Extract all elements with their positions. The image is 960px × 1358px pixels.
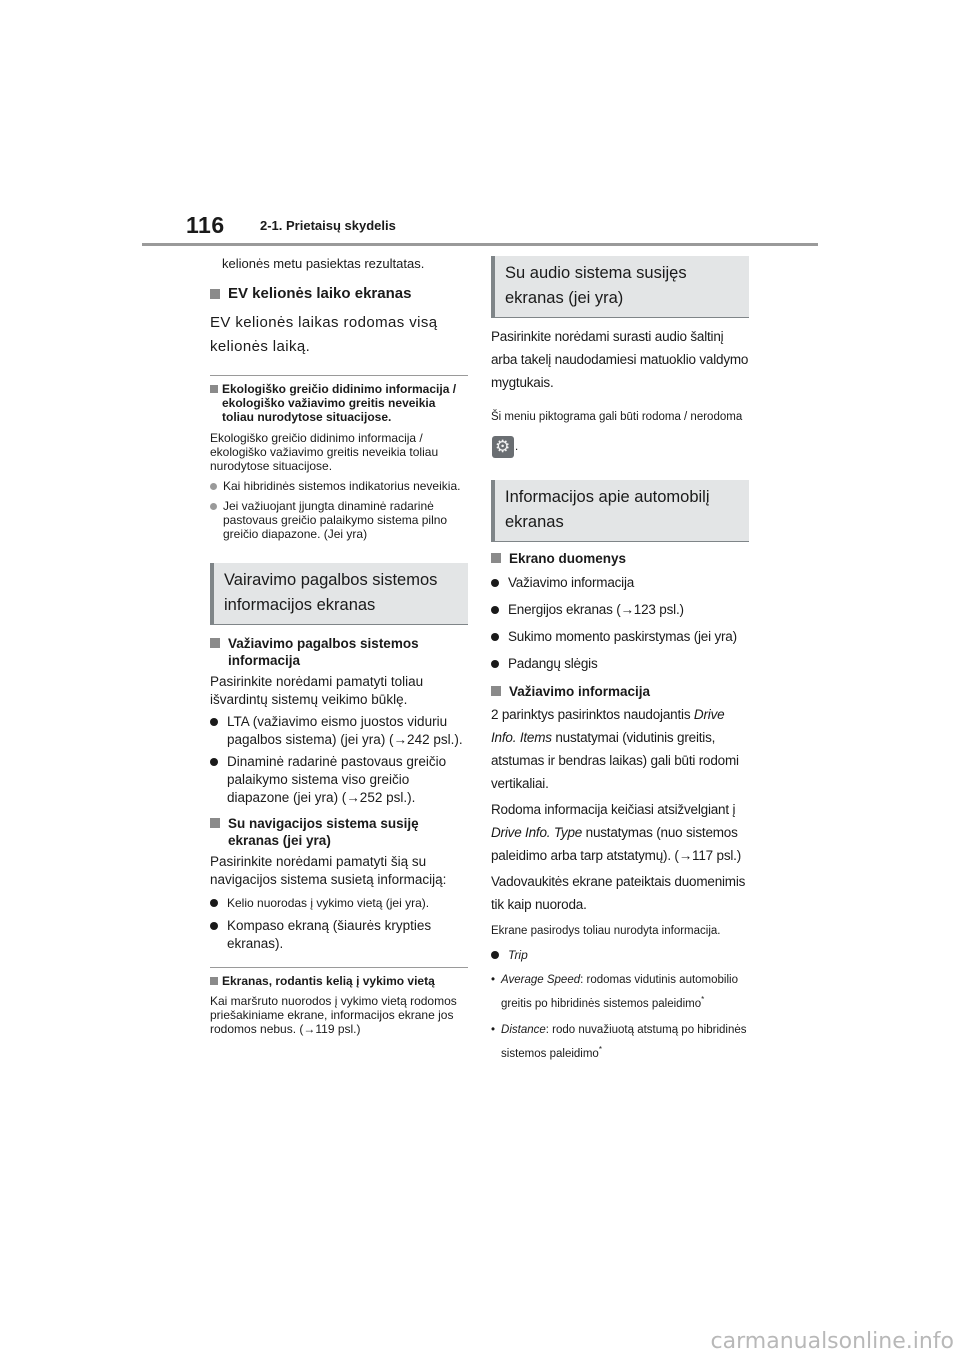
sub1-heading-text: Važiavimo pagalbos sistemos informacija — [228, 636, 419, 668]
note1-bullet-2 — [210, 499, 468, 541]
square-bullet-icon — [210, 385, 218, 393]
sub1-text: Pasirinkite norėdami pamatyti toliau išvardintų sistemų veikimo būklę. — [210, 674, 424, 707]
avg-speed-item — [491, 970, 749, 1014]
audio-note — [491, 402, 749, 462]
heading-box-vehicle-info: Informacijos apie automobilį ekranas — [491, 480, 749, 542]
gear-icon — [492, 436, 514, 458]
square-bullet-icon — [491, 686, 501, 696]
data-bullet-1 — [491, 571, 749, 594]
square-bullet-icon — [210, 977, 218, 985]
drive-paragraph-1 — [491, 703, 749, 795]
note1-text: Ekologiško greičio didinimo informacija / ekologiško važiavimo greitis neveikia toliau nurodytose situacijose. — [210, 431, 439, 473]
bullet-text: Kai hibridinės sistemos indikatorius neveikia. — [223, 479, 461, 493]
bullet-text: Jei važiuojant įjungta dinaminė radarinė pastovaus greičio palaikymo sistema pilno greičio diapazone. (Jei yra) — [223, 499, 448, 541]
watermark: carmanualsonline.info — [710, 1329, 954, 1354]
bullet-dot-icon — [491, 660, 499, 668]
setting-name: Drive Info. Type — [491, 825, 583, 840]
note-rule — [210, 967, 468, 968]
bullet-text: Važiavimo informacija — [508, 575, 635, 590]
text-span: nustatymai (vidutinis greitis, atstumas ir bendras laikas) gali būti rodomi vertikaliai. — [491, 730, 739, 791]
sub2-heading — [210, 815, 468, 849]
left-column — [210, 255, 468, 1036]
avg-speed-text: : rodomas vidutinis automobilio greitis po hibridinės sistemos paleidimo — [501, 974, 738, 1010]
trip-label: Trip — [508, 948, 528, 962]
heading-box-drive-support: Vairavimo pagalbos sistemos informacijos ekranas — [210, 563, 468, 625]
square-bullet-icon — [491, 553, 501, 563]
square-bullet-icon — [210, 638, 220, 648]
ev-heading — [210, 285, 468, 303]
bullet-text: Dinaminė radarinė pastovaus greičio palaikymo sistema viso greičio diapazone (jei yra) (→252 psl.). — [227, 754, 447, 805]
square-bullet-icon — [210, 818, 220, 828]
bullet-dot-icon — [210, 503, 217, 510]
intro-text: kelionės metu pasiektas rezultatas. — [222, 256, 425, 271]
distance-item — [491, 1020, 749, 1064]
drive-heading — [491, 683, 749, 700]
drive-heading-text: Važiavimo informacija — [509, 684, 651, 699]
sub2-bullet-2 — [210, 917, 468, 953]
note2-text: Kai maršruto nuorodos į vykimo vietą rodomos priešakiniame ekrane, informacijos ekrane jos rodomos nebus. (→119 psl.) — [210, 994, 457, 1036]
bullet-dot-icon — [210, 483, 217, 490]
trip-bullet — [491, 948, 749, 962]
bullet-dot-icon — [210, 718, 218, 726]
bullet-text: Energijos ekranas (→123 psl.) — [508, 602, 684, 617]
note-rule — [210, 375, 468, 376]
right-column — [491, 256, 749, 1064]
sub1-heading — [210, 635, 468, 669]
distance-text: : rodo nuvažiuotą atstumą po hibridinės sistemos paleidimo — [501, 1023, 747, 1060]
data-bullet-2 — [491, 598, 749, 621]
bullet-dot-icon — [491, 606, 499, 614]
sub1-bullet-1 — [210, 713, 468, 749]
header-rule — [142, 243, 818, 246]
audio-text: Pasirinkite norėdami surasti audio šaltinį arba takelį naudodamiesi matuoklio valdymo mygtukais. — [491, 329, 749, 390]
bullet-text: Sukimo momento paskirstymas (jei yra) — [508, 629, 737, 644]
bullet-dot-icon — [210, 758, 218, 766]
text-span: nustatymas (nuo sistemos paleidimo arba tarp atstatymų). (→117 psl.) — [491, 825, 742, 863]
distance-label: Distance — [501, 1023, 546, 1036]
bullet-text: LTA (važiavimo eismo juostos viduriu pagalbos sistema) (jei yra) (→242 psl.). — [227, 714, 463, 747]
footnote-mark: * — [701, 995, 705, 1004]
avg-speed-label: Average Speed — [501, 974, 581, 986]
drive-paragraph-2 — [491, 798, 749, 867]
note2-heading — [210, 974, 468, 988]
ev-text: EV kelionės laikas rodomas visą kelionės laiką. — [210, 314, 438, 355]
bullet-dot-icon — [210, 899, 218, 907]
footnote-mark: * — [598, 1044, 602, 1054]
page-number: 116 — [186, 212, 225, 238]
data-bullet-4 — [491, 652, 749, 675]
text-span: 2 parinktys pasirinktos naudojantis — [491, 707, 694, 722]
text-span: Rodoma informacija keičiasi atsižvelgiant į — [491, 802, 736, 817]
bullet-dot-icon — [210, 922, 218, 930]
section-header: 2-1. Prietaisų skydelis — [260, 218, 396, 233]
bullet-text: Padangų slėgis — [508, 656, 598, 671]
note2-heading-text: Ekranas, rodantis kelią į vykimo vietą — [222, 974, 435, 988]
data-heading-text: Ekrano duomenys — [509, 551, 627, 566]
sub2-bullet-1 — [210, 896, 468, 910]
sub2-heading-text: Su navigacijos sistema susiję ekranas (jei yra) — [228, 816, 419, 848]
sub2-text: Pasirinkite norėdami pamatyti šią su navigacijos sistema susietą informaciją: — [210, 854, 447, 887]
bullet-dot-icon — [491, 633, 499, 641]
data-heading — [491, 550, 749, 567]
note1-bullet-1 — [210, 479, 468, 493]
square-bullet-icon — [210, 289, 220, 299]
note1-heading-text: Ekologiško greičio didinimo informacija / ekologiško važiavimo greitis neveikia toliau nurodytose situacijose. — [222, 382, 457, 424]
ev-heading-text: EV kelionės laiko ekranas — [228, 285, 412, 302]
small-bullet: • — [491, 974, 496, 986]
data-bullet-3 — [491, 625, 749, 648]
bullet-dot-icon — [491, 579, 499, 587]
bullet-text: Kompaso ekraną (šiaurės krypties ekranas). — [227, 918, 432, 951]
note1-heading — [210, 382, 468, 424]
heading-box-audio: Su audio sistema susijęs ekranas (jei yra) — [491, 256, 749, 318]
setting-name: Drive Info. Items — [491, 707, 725, 745]
drive-paragraph-4: Ekrane pasirodys toliau nurodyta informacija. — [491, 925, 721, 937]
bullet-text: Kelio nuorodas į vykimo vietą (jei yra). — [227, 896, 430, 910]
audio-note-text: Ši meniu piktograma gali būti rodoma / nerodoma — [491, 411, 743, 423]
audio-note-end: . — [515, 441, 519, 453]
bullet-dot-icon — [491, 951, 499, 959]
sub1-bullet-2 — [210, 753, 468, 807]
small-bullet: • — [491, 1023, 496, 1036]
drive-paragraph-3: Vadovaukitės ekrane pateiktais duomenimis tik kaip nuoroda. — [491, 874, 746, 912]
